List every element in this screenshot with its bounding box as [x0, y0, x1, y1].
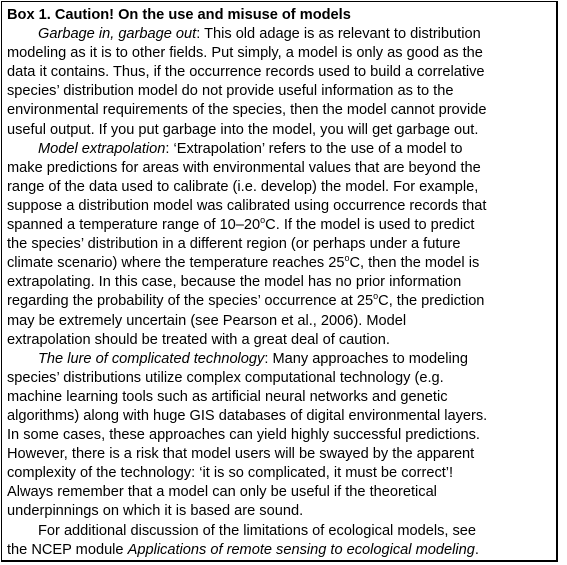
box-title: Box 1. Caution! On the use and misuse of models	[7, 7, 351, 23]
degree-symbol: o	[373, 291, 379, 302]
paragraph-model-extrapolation: Model extrapolation: ‘Extrapolation’ refers to the use of a model to make predictions for areas with environmental values that are beyond the range of the data used to calibrate (i.e. develop) the model. For example, suppose a distribution model was calibrated using occurrence records that spanned a temperature range of 10–20$^o$C. If the model is used to predict the species’ distribution in a different region (or perhaps under a future climate scenario) where the temperature reaches 25$^o$C, then the model is extrapolating. In this case, because the model has no prior information regarding the probability of the species’ occurrence at 25$^o$C, the prediction may be extremely uncertain (see Pearson et al., 2006). Model extrapolation should be treated with a great deal of caution.	[7, 140, 487, 348]
heading-model-extrapolation: Model extrapolation	[38, 140, 166, 157]
paragraph-lure-of-technology: The lure of complicated technology: Many approaches to modeling species’ distributions utilize complex computational technology (e.g. machine learning tools such as artificial neural networks and genetic algorithms) along with huge GIS databases of digital environmental layers. In some cases, these approaches can yield highly successful predictions. However, there is a risk that model users will be swayed by the apparent complexity of the technology: ‘it is so complicated, it must be correct’! Always remember that a model can only be useful if the theoretical underpinnings on which it is based are sound.	[7, 350, 488, 520]
caution-box	[1, 1, 558, 562]
degree-symbol: o	[344, 253, 350, 264]
degree-symbol: o	[260, 215, 266, 226]
module-title: Applications of remote sensing to ecological modeling	[127, 541, 475, 558]
heading-garbage-in: Garbage in, garbage out	[38, 26, 197, 43]
heading-lure-of-technology: The lure of complicated technology	[38, 350, 265, 367]
paragraph-additional-discussion: For additional discussion of the limitations of ecological models, see the NCEP module Applications of remote sensing to ecological modeling.	[7, 522, 479, 558]
paragraph-garbage-in: Garbage in, garbage out: This old adage is as relevant to distribution modeling as it is to other fields. Put simply, a model is only as good as the data it contains. Thus, if the occurrence records used to build a correlative species’ distribution model do not provide useful information as to the environmental requirements of the species, then the model cannot provide useful output. If you put garbage into the model, you will get garbage out.	[7, 26, 487, 138]
